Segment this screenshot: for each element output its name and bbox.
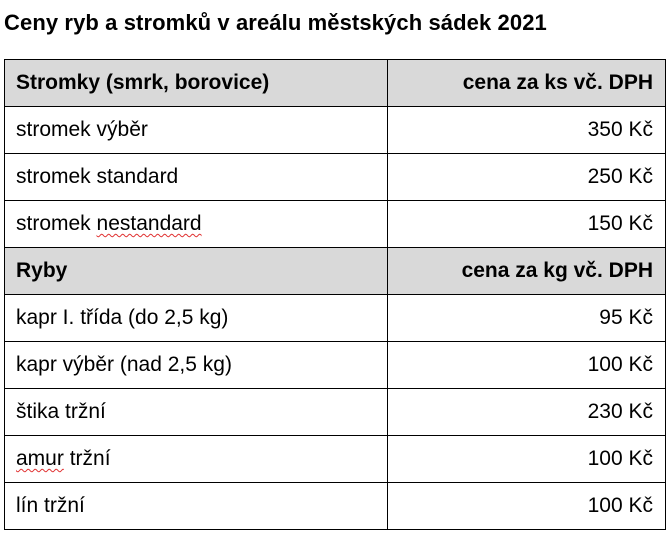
item-name: štika tržní <box>5 389 388 436</box>
item-name: lín tržní <box>5 483 388 530</box>
item-name-suffix: tržní <box>63 447 111 470</box>
fish-header-name: Ryby <box>5 248 388 295</box>
item-price: 95 Kč <box>388 295 666 342</box>
item-name: kapr I. třída (do 2,5 kg) <box>5 295 388 342</box>
item-name: stromek výběr <box>5 107 388 154</box>
table-row <box>5 107 666 154</box>
table-row <box>5 483 666 530</box>
item-name <box>5 436 388 483</box>
fish-header-price: cena za kg vč. DPH <box>388 248 666 295</box>
table-header-row-fish <box>5 248 666 295</box>
table-row <box>5 436 666 483</box>
item-name-prefix: stromek <box>16 212 97 235</box>
table-row <box>5 342 666 389</box>
table-row <box>5 201 666 248</box>
trees-header-name: Stromky (smrk, borovice) <box>5 60 388 107</box>
item-price: 230 Kč <box>388 389 666 436</box>
item-price: 100 Kč <box>388 342 666 389</box>
item-price: 100 Kč <box>388 436 666 483</box>
table-header-row-trees <box>5 60 666 107</box>
item-price: 250 Kč <box>388 154 666 201</box>
document-title: Ceny ryb a stromků v areálu městských sádek 2021 <box>4 10 547 35</box>
item-name: kapr výběr (nad 2,5 kg) <box>5 342 388 389</box>
table-row <box>5 295 666 342</box>
price-table <box>4 59 666 530</box>
item-price: 350 Kč <box>388 107 666 154</box>
item-name <box>5 201 388 248</box>
spellcheck-flagged-word: amur <box>16 447 64 470</box>
item-price: 150 Kč <box>388 201 666 248</box>
item-price: 100 Kč <box>388 483 666 530</box>
table-row <box>5 154 666 201</box>
spellcheck-flagged-word: nestandard <box>96 212 202 235</box>
table-row <box>5 389 666 436</box>
item-name: stromek standard <box>5 154 388 201</box>
trees-header-price: cena za ks vč. DPH <box>388 60 666 107</box>
